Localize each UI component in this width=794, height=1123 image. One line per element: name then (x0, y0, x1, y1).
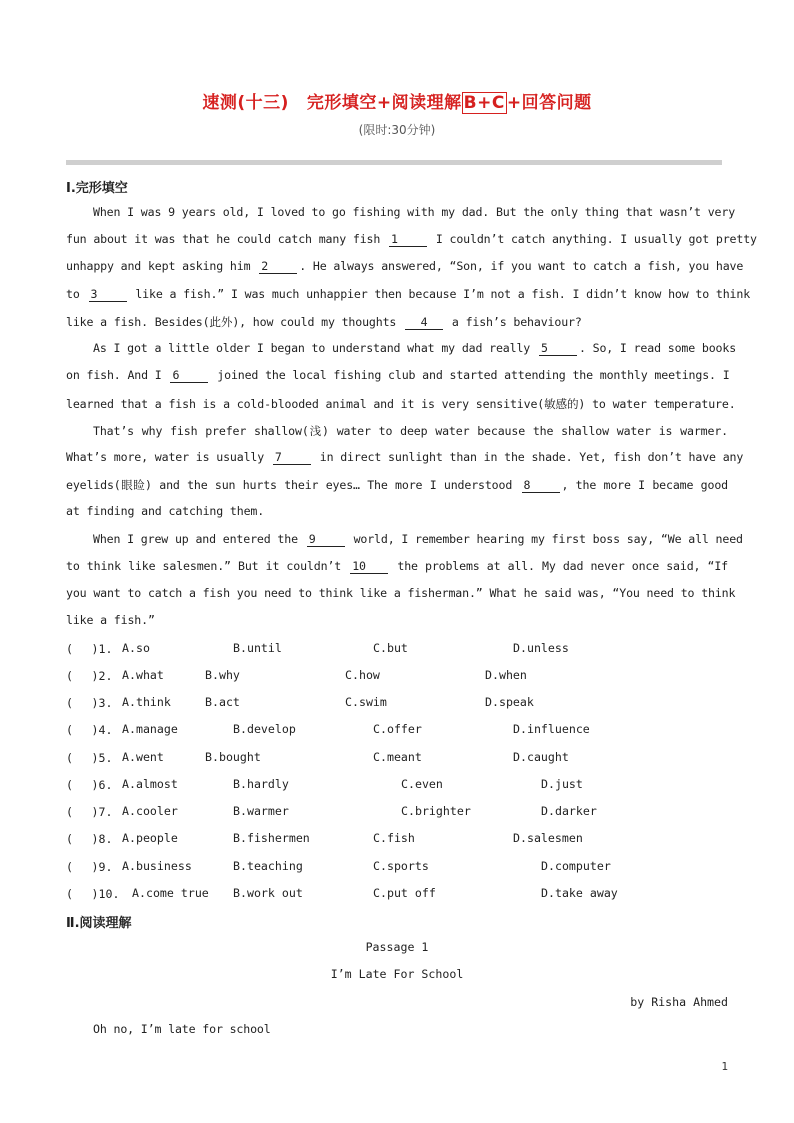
option-d: D.when (485, 668, 527, 682)
passage-line (66, 559, 728, 574)
passage-text: When I was 9 years old, I loved to go fishing with my dad. But the only thing that wasn’t very (93, 205, 736, 219)
answer-blank-6[interactable]: 6 (170, 368, 208, 383)
answer-blank-7[interactable]: 7 (273, 450, 311, 465)
passage-line (66, 259, 744, 274)
passage-text: like a fish. Besides(此外), how could my thoughts (66, 315, 404, 329)
passage-line (66, 613, 728, 627)
option-a: A.people (122, 831, 178, 845)
passage-text: learned that a fish is a cold-blooded animal and it is very sensitive(敏感的) to water temperature. (66, 397, 736, 411)
answer-blank-3[interactable]: 3 (89, 287, 127, 302)
question-number[interactable]: ( )4. (66, 723, 113, 737)
option-b: B.teaching (233, 859, 303, 873)
passage-text: the problems at all. My dad never once said, “If (390, 559, 728, 573)
question-number[interactable]: ( )8. (66, 832, 113, 846)
passage-author: by Risha Ahmed (630, 995, 728, 1009)
passage-text: on fish. And I (66, 368, 169, 382)
passage-line (66, 368, 728, 383)
question-number[interactable]: ( )3. (66, 696, 113, 710)
passage-line (66, 477, 728, 493)
answer-blank-4[interactable]: 4 (405, 315, 443, 330)
option-a: A.come true (132, 886, 209, 900)
passage-text: unhappy and kept asking him (66, 259, 258, 273)
option-c: C.fish (373, 831, 415, 845)
passage-text: . He always answered, “Son, if you want to catch a fish, you have (299, 259, 744, 273)
answer-blank-10[interactable]: 10 (350, 559, 388, 574)
passage-text: eyelids(眼睑) and the sun hurts their eyes… The more I understood (66, 478, 520, 492)
option-d: D.darker (541, 804, 597, 818)
option-a: A.business (122, 859, 192, 873)
passage-first-line: Oh no, I’m late for school (93, 1022, 271, 1036)
option-b: B.bought (205, 750, 261, 764)
option-c: C.put off (373, 886, 436, 900)
passage-text: . So, I read some books (578, 341, 737, 355)
passage-label: Passage 1 (365, 940, 429, 954)
passage-line (93, 532, 743, 547)
question-number[interactable]: ( )6. (66, 778, 113, 792)
question-number[interactable]: ( )1. (66, 642, 113, 656)
option-b: B.why (205, 668, 240, 682)
option-b: B.act (205, 695, 240, 709)
question-number[interactable]: ( )2. (66, 669, 113, 683)
option-b: B.warmer (233, 804, 289, 818)
option-a: A.so (122, 641, 150, 655)
title-part-b: 完形填空+阅读理解 (306, 93, 462, 113)
passage-text: When I grew up and entered the (93, 532, 305, 546)
option-c: C.sports (373, 859, 429, 873)
passage-line (66, 287, 751, 302)
passage-line (66, 314, 728, 330)
option-d: D.unless (513, 641, 569, 655)
option-d: D.computer (541, 859, 611, 873)
passage-text: to (66, 287, 87, 301)
option-c: C.meant (373, 750, 422, 764)
title-boxed-part: B+C (463, 93, 505, 113)
passage-text: you want to catch a fish you need to think like a fisherman.” What he said was, “You need to think (66, 586, 736, 600)
option-d: D.take away (541, 886, 618, 900)
page-title (0, 88, 794, 113)
option-b: B.hardly (233, 777, 289, 791)
option-d: D.influence (513, 722, 590, 736)
answer-blank-5[interactable]: 5 (539, 341, 577, 356)
option-d: D.caught (513, 750, 569, 764)
passage-text: , the more I became good (561, 478, 728, 492)
option-c: C.how (345, 668, 380, 682)
passage-text: like a fish.” (66, 613, 155, 627)
option-a: A.manage (122, 722, 178, 736)
option-c: C.even (401, 777, 443, 791)
passage-line (66, 396, 736, 412)
passage-text: to think like salesmen.” But it couldn’t (66, 559, 349, 573)
passage-title: I’m Late For School (330, 967, 464, 981)
passage-text: I couldn’t catch anything. I usually got pretty (429, 232, 757, 246)
option-b: B.develop (233, 722, 296, 736)
section-reading-heading: Ⅱ.阅读理解 (66, 916, 132, 931)
passage-line (66, 586, 736, 600)
option-d: D.speak (485, 695, 534, 709)
passage-line (93, 205, 736, 219)
title-part-a: 速测(十三) (202, 93, 289, 113)
option-c: C.offer (373, 722, 422, 736)
option-a: A.think (122, 695, 171, 709)
passage-text: As I got a little older I began to understand what my dad really (93, 341, 537, 355)
option-c: C.swim (345, 695, 387, 709)
question-number[interactable]: ( )7. (66, 805, 113, 819)
option-b: B.fishermen (233, 831, 310, 845)
passage-text: world, I remember hearing my first boss say, “We all need (346, 532, 743, 546)
question-number[interactable]: ( )5. (66, 751, 113, 765)
passage-line (66, 504, 728, 518)
time-limit: (限时:30分钟) (358, 123, 436, 137)
passage-text: in direct sunlight than in the shade. Yet, fish don’t have any (312, 450, 744, 464)
passage-text: What’s more, water is usually (66, 450, 271, 464)
answer-blank-2[interactable]: 2 (259, 259, 297, 274)
passage-text: at finding and catching them. (66, 504, 265, 518)
passage-line (66, 450, 744, 465)
passage-text: That’s why fish prefer shallow(浅) water to deep water because the shallow water is warmer. (93, 424, 728, 438)
question-number[interactable]: ( )9. (66, 860, 113, 874)
option-a: A.went (122, 750, 164, 764)
option-b: B.until (233, 641, 282, 655)
option-d: D.just (541, 777, 583, 791)
option-c: C.brighter (401, 804, 471, 818)
passage-text: fun about it was that he could catch many fish (66, 232, 388, 246)
passage-text: like a fish.” I was much unhappier then because I’m not a fish. I didn’t know how to think (128, 287, 751, 301)
answer-blank-8[interactable]: 8 (522, 478, 560, 493)
passage-text: joined the local fishing club and started attending the monthly meetings. I (210, 368, 730, 382)
option-a: A.cooler (122, 804, 178, 818)
question-number[interactable]: ( )10. (66, 887, 120, 901)
passage-line (93, 341, 737, 356)
section-cloze-heading: Ⅰ.完形填空 (66, 181, 128, 196)
option-a: A.what (122, 668, 164, 682)
option-a: A.almost (122, 777, 178, 791)
passage-line (93, 423, 728, 439)
passage-text: a fish’s behaviour? (445, 315, 582, 329)
title-part-c: +回答问题 (506, 93, 592, 113)
option-d: D.salesmen (513, 831, 583, 845)
answer-blank-9[interactable]: 9 (307, 532, 345, 547)
passage-line (66, 232, 757, 247)
answer-blank-1[interactable]: 1 (389, 232, 427, 247)
option-b: B.work out (233, 886, 303, 900)
header-divider (66, 160, 722, 165)
page-number: 1 (721, 1060, 728, 1073)
option-c: C.but (373, 641, 408, 655)
